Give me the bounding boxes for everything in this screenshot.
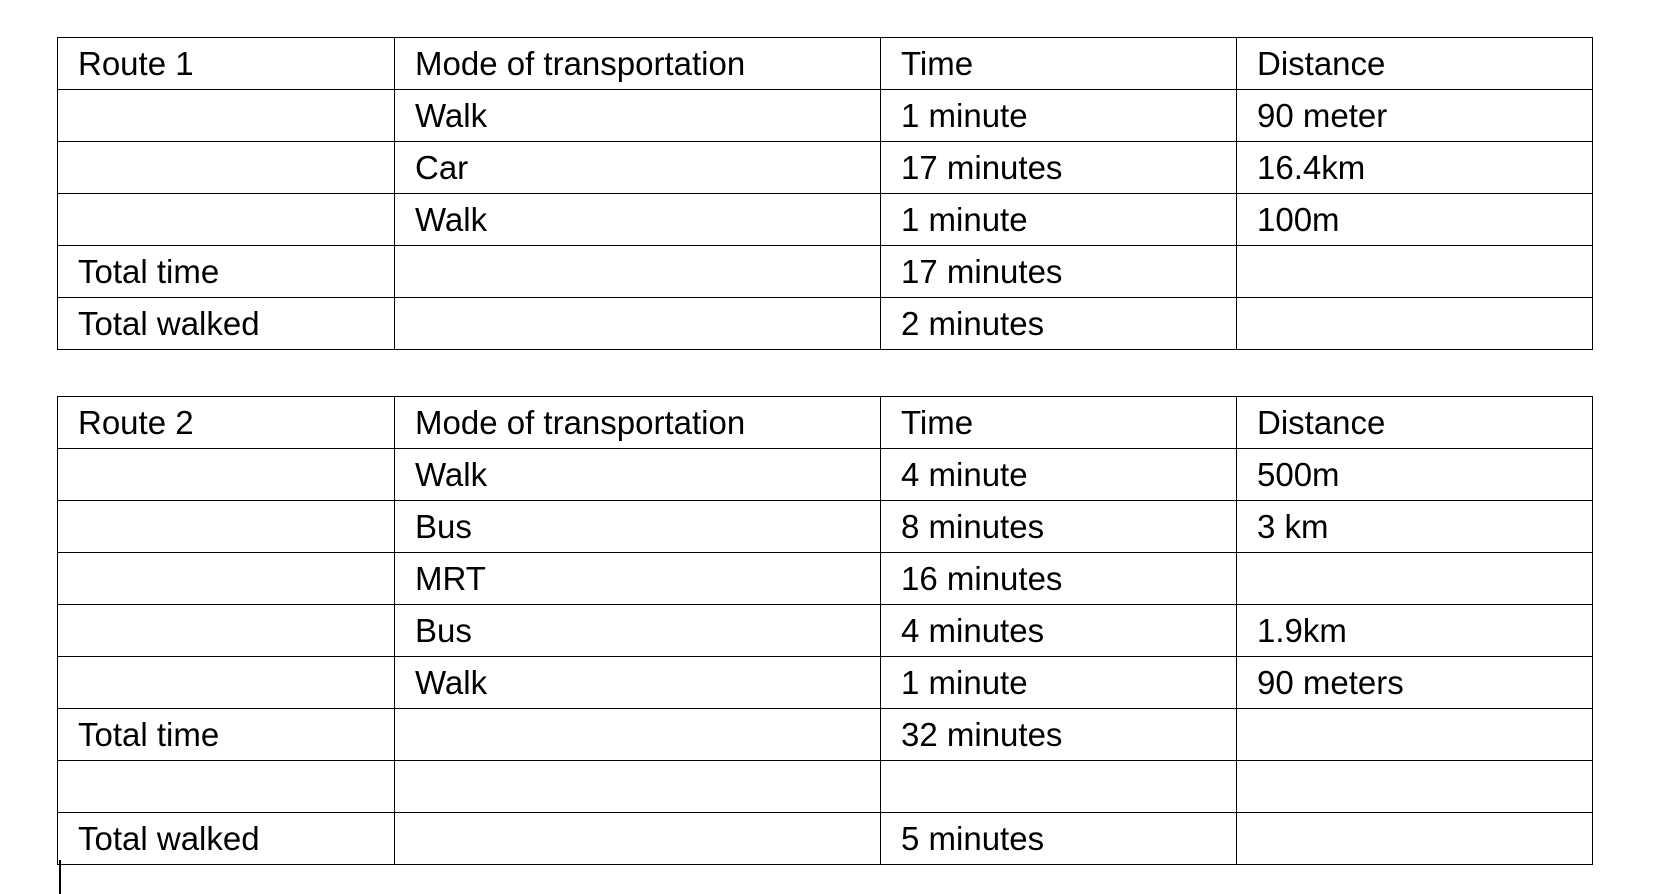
table-cell[interactable]: 2 minutes [881, 298, 1237, 350]
table-cell[interactable] [58, 657, 395, 709]
table-cell[interactable]: Walk [395, 194, 881, 246]
table-cell[interactable]: 100m [1237, 194, 1593, 246]
table-cell[interactable]: 1.9km [1237, 605, 1593, 657]
table-row [58, 709, 1593, 761]
table-cell[interactable] [881, 761, 1237, 813]
table-cell[interactable]: Walk [395, 449, 881, 501]
table-cell[interactable]: 1 minute [881, 657, 1237, 709]
table-cell[interactable]: MRT [395, 553, 881, 605]
text-cursor [59, 860, 61, 894]
table-cell[interactable] [58, 553, 395, 605]
route-2-table [57, 396, 1593, 865]
table-row [58, 246, 1593, 298]
table-cell[interactable]: 32 minutes [881, 709, 1237, 761]
table-cell[interactable]: 3 km [1237, 501, 1593, 553]
route-1-table [57, 37, 1593, 350]
table-row [58, 90, 1593, 142]
table-cell[interactable]: 17 minutes [881, 246, 1237, 298]
table-row [58, 449, 1593, 501]
table-cell[interactable]: Bus [395, 605, 881, 657]
table-cell[interactable]: Total walked [58, 813, 395, 865]
table-cell[interactable] [58, 142, 395, 194]
table-cell[interactable]: Route 1 [58, 38, 395, 90]
table-cell[interactable]: 17 minutes [881, 142, 1237, 194]
table-row [58, 501, 1593, 553]
table-cell[interactable]: 4 minutes [881, 605, 1237, 657]
table-cell[interactable]: Route 2 [58, 397, 395, 449]
table-cell[interactable]: 16 minutes [881, 553, 1237, 605]
table-cell[interactable] [395, 709, 881, 761]
table-row [58, 605, 1593, 657]
table-cell[interactable]: Mode of transportation [395, 38, 881, 90]
table-cell[interactable] [58, 194, 395, 246]
table-row [58, 142, 1593, 194]
table-cell[interactable] [1237, 709, 1593, 761]
table-row [58, 761, 1593, 813]
table-row [58, 657, 1593, 709]
table-cell[interactable] [58, 90, 395, 142]
table-cell[interactable]: 90 meter [1237, 90, 1593, 142]
table-cell[interactable]: 5 minutes [881, 813, 1237, 865]
table-cell[interactable]: Car [395, 142, 881, 194]
table-cell[interactable] [1237, 813, 1593, 865]
table-cell[interactable]: 16.4km [1237, 142, 1593, 194]
table-cell[interactable]: Time [881, 38, 1237, 90]
table-cell[interactable]: 90 meters [1237, 657, 1593, 709]
table-row [58, 553, 1593, 605]
table-cell[interactable] [1237, 553, 1593, 605]
table-cell[interactable] [58, 501, 395, 553]
table-cell[interactable]: Time [881, 397, 1237, 449]
table-row [58, 298, 1593, 350]
table-cell[interactable]: 4 minute [881, 449, 1237, 501]
table-cell[interactable]: 500m [1237, 449, 1593, 501]
table-row [58, 813, 1593, 865]
table-cell[interactable]: Total time [58, 246, 395, 298]
table-cell[interactable] [395, 761, 881, 813]
table-cell[interactable] [395, 246, 881, 298]
table-cell[interactable]: Total walked [58, 298, 395, 350]
table-cell[interactable] [58, 761, 395, 813]
table-cell[interactable] [58, 605, 395, 657]
table-cell[interactable]: Bus [395, 501, 881, 553]
table-row [58, 194, 1593, 246]
table-cell[interactable]: Total time [58, 709, 395, 761]
table-cell[interactable]: Mode of transportation [395, 397, 881, 449]
table-cell[interactable] [395, 813, 881, 865]
table-header-row [58, 397, 1593, 449]
table-cell[interactable]: Walk [395, 657, 881, 709]
table-cell[interactable]: 8 minutes [881, 501, 1237, 553]
table-cell[interactable] [1237, 298, 1593, 350]
table-cell[interactable]: 1 minute [881, 194, 1237, 246]
table-cell[interactable] [1237, 246, 1593, 298]
table-cell[interactable] [58, 449, 395, 501]
table-cell[interactable]: Distance [1237, 38, 1593, 90]
table-cell[interactable] [395, 298, 881, 350]
table-cell[interactable] [1237, 761, 1593, 813]
table-cell[interactable]: Distance [1237, 397, 1593, 449]
table-cell[interactable]: Walk [395, 90, 881, 142]
table-header-row [58, 38, 1593, 90]
table-cell[interactable]: 1 minute [881, 90, 1237, 142]
